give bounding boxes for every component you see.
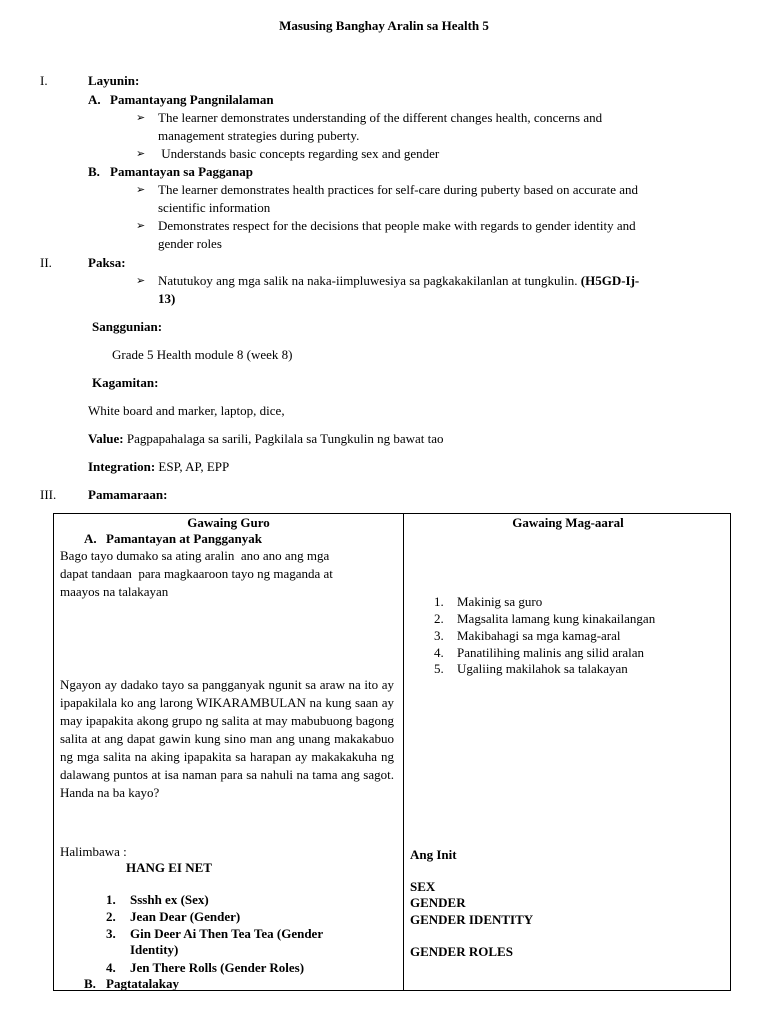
subsection-b-letter: B.: [88, 164, 100, 179]
bullet-text: management strategies during puberty.: [158, 128, 360, 143]
page-title: Masusing Banghay Aralin sa Health 5: [279, 18, 489, 33]
subsection-b-heading: Pamantayan sa Pagganap: [110, 164, 254, 179]
arrow-bullet-icon: ➢: [136, 183, 146, 196]
example-word: HANG EI NET: [126, 860, 212, 875]
bullet-text: scientific information: [158, 200, 271, 215]
sanggunian-value: Grade 5 Health module 8 (week 8): [112, 347, 293, 362]
bullet-text: gender roles: [158, 236, 222, 251]
list-item-number: 1.: [106, 892, 116, 907]
list-item: Jen There Rolls (Gender Roles): [130, 960, 305, 975]
left-column-header: Gawaing Guro: [187, 515, 270, 530]
list-item-cont: Identity): [130, 942, 179, 957]
game-paragraph: Ngayon ay dadako tayo sa pangganyak ngunit sa araw na ito ay ipapakilala ko ang larong WIKARAMBULAN na kung saan ay may ipapakita akong grupo ng salita at may mabubuong bagong salita at ang dapat gawin kung sino man ang unang makakabuo ng mga salita na aking ipapakita sa harapan ay makakakuha ng dalawang puntos at isa naman para sa nahuli na tama ang sagot. Handa na ba kayo?: [60, 677, 394, 800]
section-1-heading: Layunin:: [88, 73, 140, 88]
rule-item: Panatilihing malinis ang silid aralan: [457, 645, 645, 660]
competency-code-cont: 13): [158, 291, 176, 306]
paksa-objective: Natutukoy ang mga salik na naka-iimpluwesiya sa pagkakakilanlan at tungkulin.: [158, 273, 578, 288]
answer-item: GENDER IDENTITY: [410, 912, 534, 927]
bullet-text: Understands basic concepts regarding sex and gender: [158, 146, 440, 161]
rule-number: 2.: [434, 611, 444, 626]
section-2-numeral: II.: [40, 255, 52, 270]
sanggunian-label: Sanggunian:: [92, 319, 163, 334]
value-label: Value:: [88, 431, 124, 446]
intro-line: Bago tayo dumako sa ating aralin ano ano ang mga: [60, 548, 330, 563]
value-line: [88, 430, 444, 448]
kagamitan-label: Kagamitan:: [92, 375, 159, 390]
integration-label: Integration:: [88, 459, 156, 474]
arrow-bullet-icon: ➢: [136, 111, 146, 124]
procedure-table: [53, 513, 731, 991]
bullet-text: The learner demonstrates health practices for self-care during puberty based on accurate and: [158, 182, 639, 197]
answer-item: GENDER: [410, 895, 466, 910]
halimbawa-label: Halimbawa :: [60, 844, 127, 859]
arrow-bullet-icon: ➢: [136, 274, 146, 287]
rule-number: 5.: [434, 661, 444, 676]
column-divider: [403, 514, 404, 990]
list-item-number: 4.: [106, 960, 116, 975]
list-item-number: 2.: [106, 909, 116, 924]
right-column-header: Gawaing Mag-aaral: [512, 515, 624, 530]
rule-number: 4.: [434, 645, 444, 660]
paksa-text: [158, 272, 639, 290]
rule-number: 3.: [434, 628, 444, 643]
value-text: Pagpapahalaga sa sarili, Pagkilala sa Tungkulin ng bawat tao: [126, 431, 444, 446]
list-item: Gin Deer Ai Then Tea Tea (Gender: [130, 926, 324, 941]
section-1-numeral: I.: [40, 73, 48, 88]
list-item: Jean Dear (Gender): [130, 909, 241, 924]
answer-item: GENDER ROLES: [410, 944, 513, 959]
section-3-heading: Pamamaraan:: [88, 487, 168, 502]
intro-line: maayos na talakayan: [60, 584, 169, 599]
integration-text: ESP, AP, EPP: [158, 459, 230, 474]
rule-item: Makibahagi sa mga kamag-aral: [457, 628, 621, 643]
integration-line: [88, 458, 229, 476]
arrow-bullet-icon: ➢: [136, 147, 146, 160]
rule-item: Ugaliing makilahok sa talakayan: [457, 661, 628, 676]
sub-b-letter: B.: [84, 976, 96, 991]
intro-line: dapat tandaan para magkaaroon tayo ng maganda at: [60, 566, 333, 581]
list-item: Ssshh ex (Sex): [130, 892, 209, 907]
section-2-heading: Paksa:: [88, 255, 126, 270]
arrow-bullet-icon: ➢: [136, 219, 146, 232]
answer-word: Ang Init: [410, 847, 457, 862]
subsection-a-heading: Pamantayang Pangnilalaman: [110, 92, 274, 107]
competency-code: (H5GD-Ij-: [580, 273, 640, 288]
bullet-text: The learner demonstrates understanding of the different changes health, concerns and: [158, 110, 603, 125]
sub-b-heading: Pagtatalakay: [106, 976, 179, 991]
rule-item: Magsalita lamang kung kinakailangan: [457, 611, 656, 626]
sub-a-heading: Pamantayan at Pangganyak: [106, 531, 263, 546]
rule-item: Makinig sa guro: [457, 594, 543, 609]
sub-a-letter: A.: [84, 531, 97, 546]
section-3-numeral: III.: [40, 487, 57, 502]
subsection-a-letter: A.: [88, 92, 101, 107]
answer-item: SEX: [410, 879, 436, 894]
rule-number: 1.: [434, 594, 444, 609]
bullet-text: Demonstrates respect for the decisions that people make with regards to gender identity and: [158, 218, 636, 233]
list-item-number: 3.: [106, 926, 116, 941]
kagamitan-value: White board and marker, laptop, dice,: [88, 403, 285, 418]
